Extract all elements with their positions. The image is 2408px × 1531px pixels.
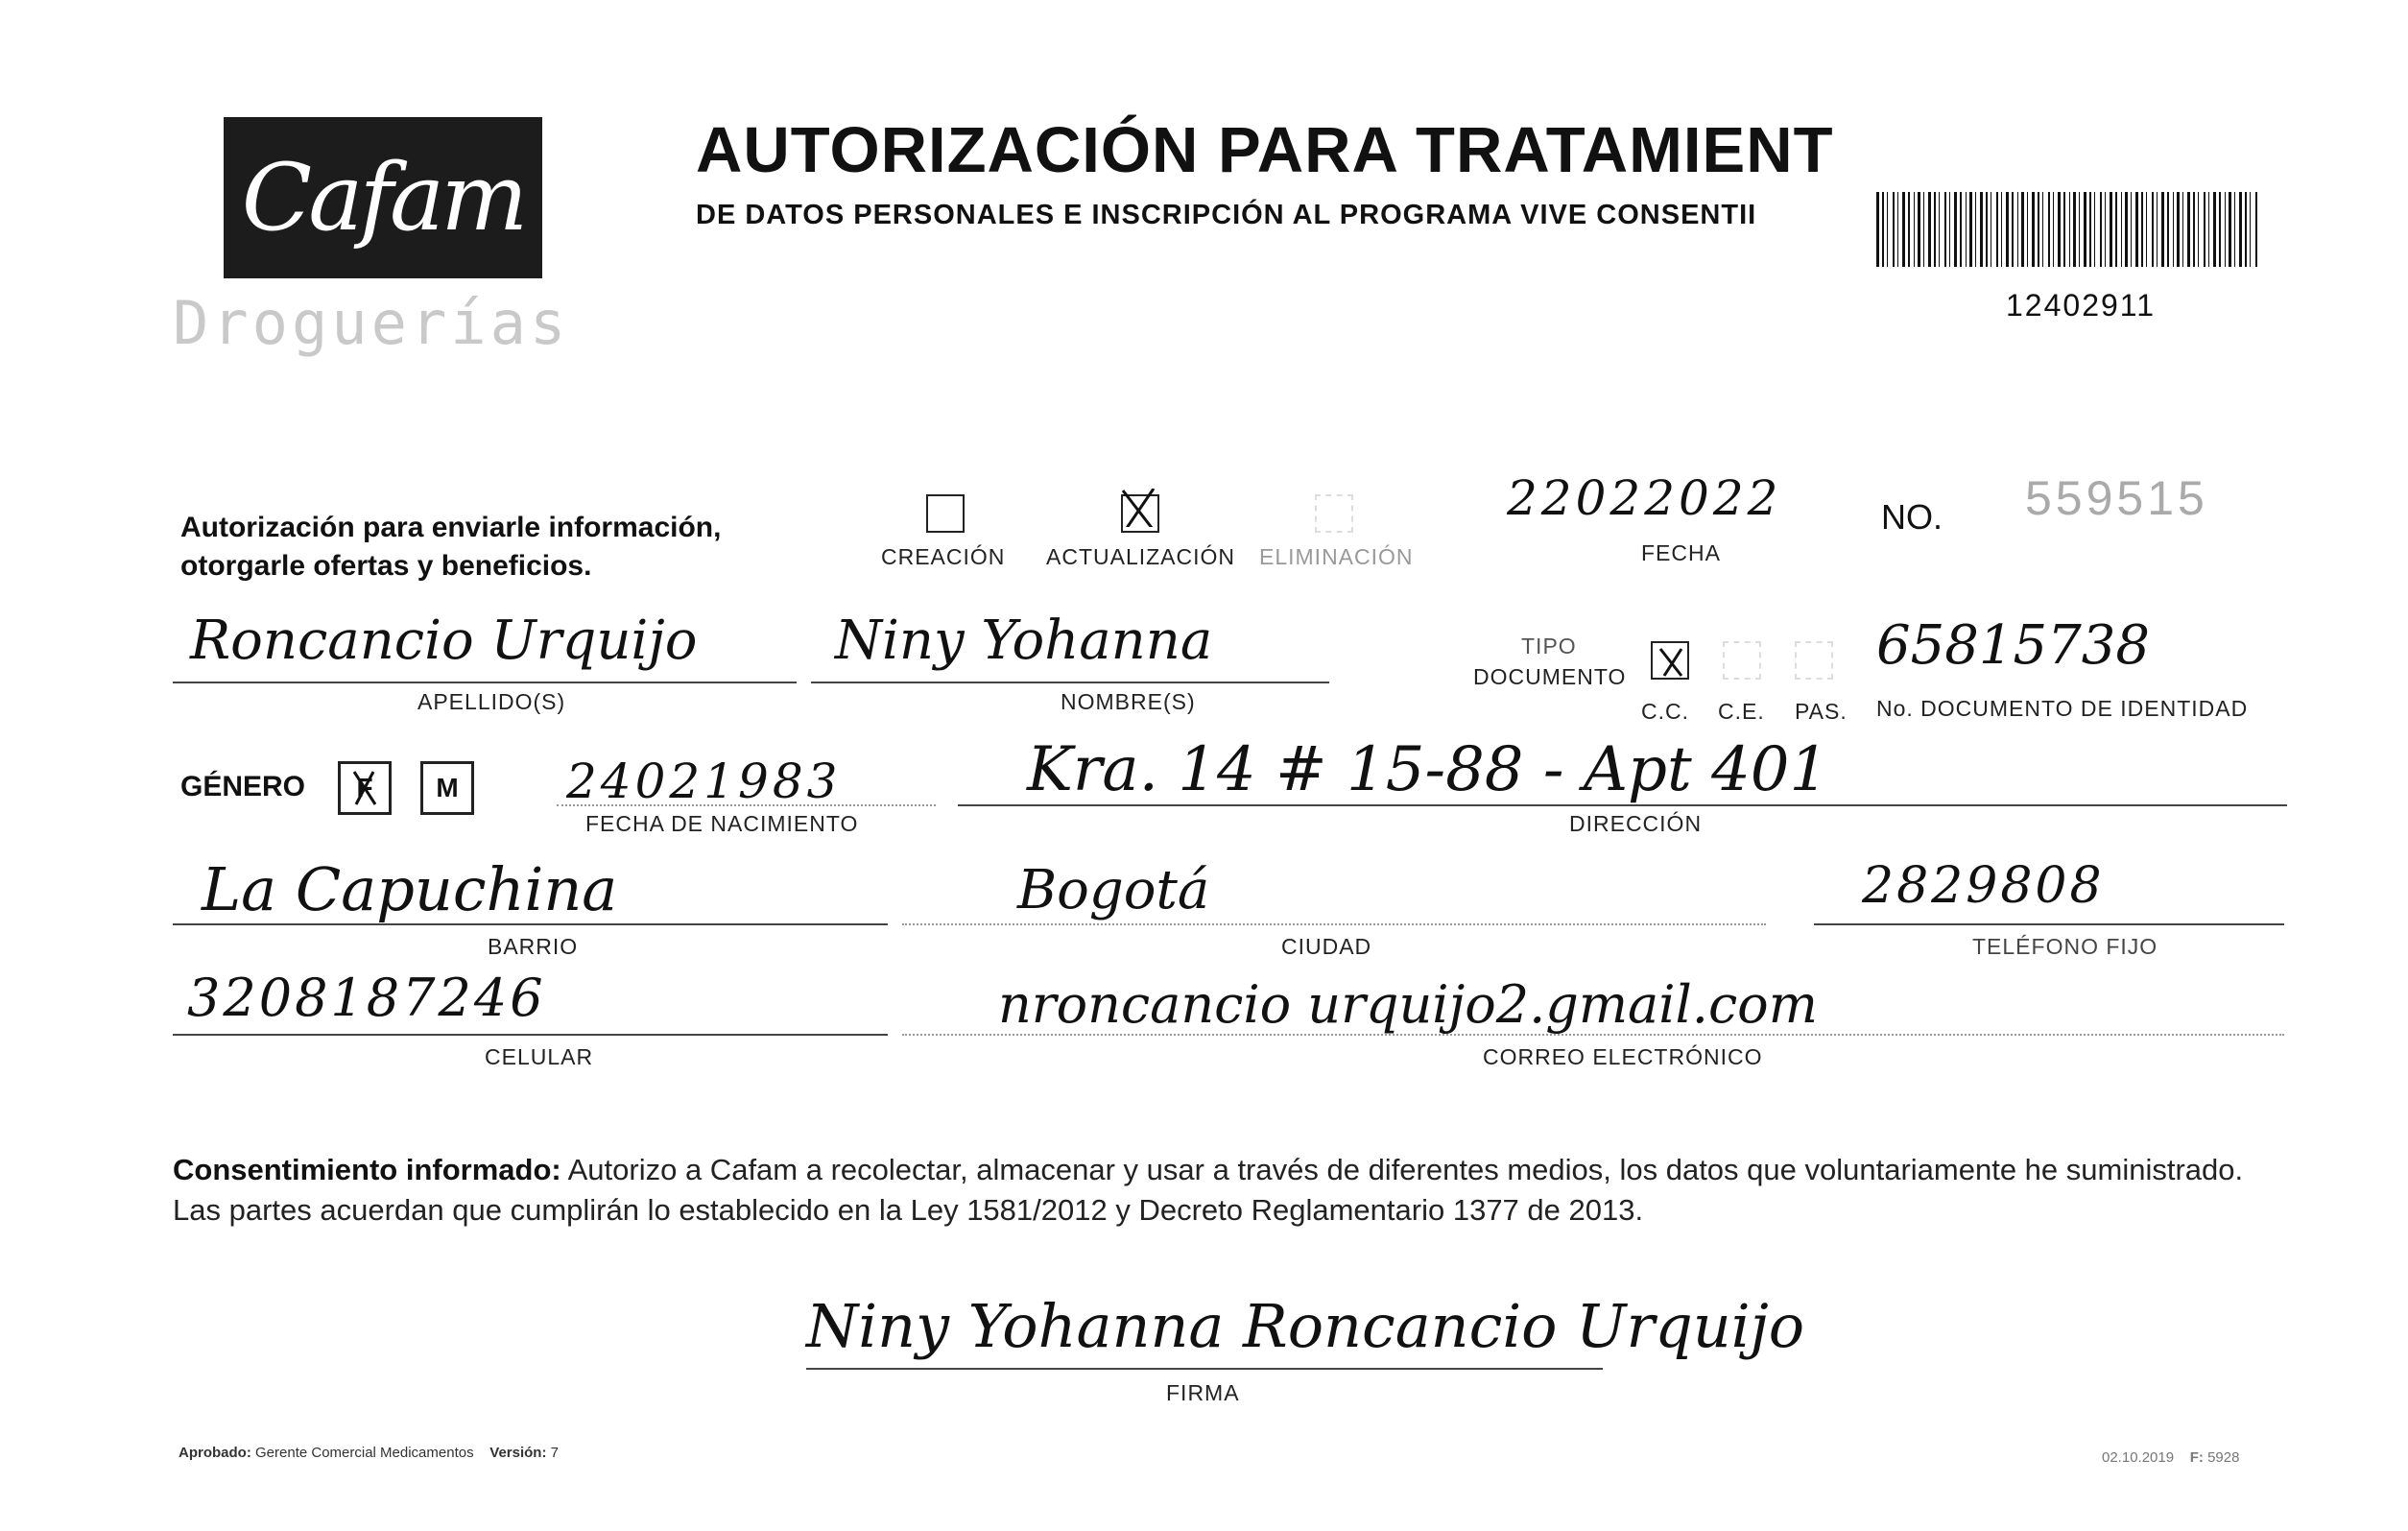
barcode-bar [2012, 192, 2014, 267]
correo-value: nroncancio urquijo2.gmail.com [998, 974, 1818, 1035]
footer-approved [179, 1445, 559, 1461]
ciudad-label: CIUDAD [1281, 934, 1372, 959]
correo-label: CORREO ELECTRÓNICO [1483, 1044, 1763, 1069]
barcode-bar [2245, 192, 2247, 267]
barcode-bar [1902, 192, 1905, 267]
direccion-value: Kra. 14 # 15-88 - Apt 401 [1027, 734, 1829, 805]
celular-line [173, 1034, 888, 1036]
barcode-bar [2021, 192, 2024, 267]
nacimiento-value: 24021983 [566, 754, 842, 809]
barcode-bar [1969, 192, 1972, 267]
barcode-bar [2177, 192, 2180, 267]
direccion-label: DIRECCIÓN [1569, 811, 1703, 836]
barcode-bar [2100, 192, 2102, 267]
barcode-bar [2250, 192, 2251, 267]
barcode-bar [2115, 192, 2117, 267]
direccion-line [958, 804, 2287, 806]
barcode-bar [1954, 192, 1957, 267]
no-label: NO. [1881, 497, 1943, 537]
barcode-number: 12402911 [2006, 288, 2156, 323]
check-mark-icon [1653, 643, 1691, 682]
barcode-bar [2094, 192, 2095, 267]
cc-label: C.C. [1641, 699, 1689, 724]
barcode-icon [1876, 192, 2260, 267]
ciudad-value: Bogotá [1017, 859, 1210, 921]
barcode-bar [2213, 192, 2216, 267]
creacion-checkbox[interactable] [926, 494, 965, 533]
barcode-bar [1914, 192, 1915, 267]
barcode-bar [1882, 192, 1884, 267]
barcode-bar [1897, 192, 1898, 267]
barcode-bar [2152, 192, 2154, 267]
barrio-value: La Capuchina [202, 854, 618, 924]
no-value: 559515 [2025, 471, 2208, 525]
barcode-bar [1934, 192, 1936, 267]
barcode-bar [2225, 192, 2226, 267]
signature-label: FIRMA [1166, 1380, 1240, 1405]
barcode-bar [1944, 192, 1946, 267]
ciudad-line [902, 923, 1766, 925]
barcode-bar [2053, 192, 2054, 267]
barcode-bar [2048, 192, 2050, 267]
barcode-bar [1876, 192, 1879, 267]
ce-checkbox[interactable] [1723, 641, 1761, 680]
check-mark-icon [341, 764, 389, 812]
nombres-label: NOMBRE(S) [1061, 689, 1196, 714]
tipo-label: TIPO [1521, 634, 1577, 658]
barcode-bar [2121, 192, 2122, 267]
barcode-bar [1939, 192, 1940, 267]
genero-f-label: F [356, 773, 373, 802]
footer-code-label: F: [2189, 1449, 2204, 1466]
barcode-bar [2089, 192, 2091, 267]
check-mark-icon [1119, 489, 1157, 527]
nacimiento-label: FECHA DE NACIMIENTO [585, 811, 859, 836]
barcode-bar [2161, 192, 2164, 267]
version-label: Versión: [489, 1445, 547, 1461]
form-subtitle: DE DATOS PERSONALES E INSCRIPCIÓN AL PROGRAMA VIVE CONSENTII [696, 200, 1757, 230]
nacimiento-line [557, 804, 936, 806]
telefono-value: 2829808 [1862, 857, 2105, 915]
telefono-label: TELÉFONO FIJO [1972, 934, 2158, 959]
celular-label: CELULAR [485, 1044, 594, 1069]
actualizacion-checkbox[interactable] [1121, 494, 1159, 533]
barcode-bar [1949, 192, 1950, 267]
barcode-bar [1980, 192, 1983, 267]
telefono-line [1814, 923, 2284, 925]
barcode-bar [2157, 192, 2158, 267]
barcode-bar [1918, 192, 1920, 267]
actualizacion-label: ACTUALIZACIÓN [1046, 544, 1236, 569]
barcode-bar [2167, 192, 2169, 267]
barcode-bar [2110, 192, 2112, 267]
barrio-line [173, 923, 888, 925]
barcode-bar [2146, 192, 2147, 267]
aprobado-value: Gerente Comercial Medicamentos [255, 1445, 474, 1461]
barcode-bar [2084, 192, 2086, 267]
fecha-label: FECHA [1641, 540, 1721, 565]
signature-value: Niny Yohanna Roncancio Urquijo [806, 1291, 1805, 1361]
barcode-bar [2032, 192, 2035, 267]
footer-date-code [2102, 1449, 2239, 1466]
genero-m-checkbox[interactable] [420, 761, 474, 815]
barcode-bar [2063, 192, 2065, 267]
cafam-logo [224, 117, 542, 278]
fecha-value: 22022022 [1507, 470, 1782, 526]
authorization-intro [180, 509, 833, 586]
barcode-bar [2219, 192, 2221, 267]
genero-f-checkbox[interactable] [338, 761, 392, 815]
barcode-bar [2017, 192, 2018, 267]
barcode-bar [2255, 192, 2257, 267]
correo-line [902, 1034, 2284, 1036]
barcode-bar [2058, 192, 2061, 267]
intro-line-1: Autorización para enviarle información, [180, 512, 722, 543]
barcode-bar [1960, 192, 1962, 267]
barcode-bar [1893, 192, 1895, 267]
intro-line-2: otorgarle ofertas y beneficios. [180, 550, 592, 582]
apellidos-line [173, 682, 797, 683]
pas-checkbox[interactable] [1795, 641, 1833, 680]
barcode-bar [2069, 192, 2070, 267]
barcode-bar [2173, 192, 2174, 267]
barcode-bar [1887, 192, 1888, 267]
aprobado-label: Aprobado: [179, 1445, 251, 1461]
barcode-bar [2042, 192, 2043, 267]
barcode-bar [2125, 192, 2128, 267]
cc-checkbox[interactable] [1651, 641, 1689, 680]
doc-number-label: No. DOCUMENTO DE IDENTIDAD [1876, 696, 2249, 721]
doc-number-value: 65815738 [1876, 614, 2151, 677]
form-title: AUTORIZACIÓN PARA TRATAMIENT [696, 114, 1834, 186]
barcode-bar [2027, 192, 2028, 267]
barcode-bar [2135, 192, 2138, 267]
barcode-bar [2239, 192, 2242, 267]
genero-m-label: M [436, 773, 459, 802]
consent-text: Autorizo a Cafam a recolectar, almacenar y usar a través de diferentes medios, los datos que voluntariamente he suministrado. Las partes acuerdan que cumplirán lo establecido en la Ley 1581/2012 y Decreto Reglamentario 1377 de 2013. [173, 1153, 2244, 1227]
barcode-bar [2198, 192, 2199, 267]
eliminacion-checkbox[interactable] [1315, 494, 1353, 533]
genero-label: GÉNERO [180, 771, 306, 802]
footer-date: 02.10.2019 [2102, 1449, 2175, 1466]
barcode-bar [2073, 192, 2076, 267]
pas-label: PAS. [1795, 699, 1848, 724]
ce-label: C.E. [1718, 699, 1765, 724]
barcode-bar [1975, 192, 1976, 267]
nombres-value: Niny Yohanna [835, 610, 1213, 672]
barcode-bar [2182, 192, 2183, 267]
barcode-bar [2038, 192, 2039, 267]
logo-subtitle: Droguerías [173, 288, 570, 358]
barcode-bar [2141, 192, 2143, 267]
barcode-bar [1908, 192, 1910, 267]
barcode-bar [2187, 192, 2190, 267]
footer-code-value: 5928 [2207, 1449, 2240, 1466]
barcode-bar [1923, 192, 1924, 267]
barcode-bar [2193, 192, 2195, 267]
signature-line [806, 1368, 1603, 1370]
consent-paragraph [173, 1150, 2284, 1231]
apellidos-label: APELLIDO(S) [417, 689, 566, 714]
barrio-label: BARRIO [488, 934, 579, 959]
barcode-bar [2079, 192, 2080, 267]
barcode-bar [1928, 192, 1931, 267]
barcode-bar [1986, 192, 1988, 267]
apellidos-value: Roncancio Urquijo [190, 610, 698, 672]
barcode-bar [2006, 192, 2009, 267]
barcode-bar [2234, 192, 2235, 267]
barcode-bar [2105, 192, 2106, 267]
logo-text: Cafam [241, 144, 525, 251]
barcode-bar [1996, 192, 1998, 267]
version-value: 7 [550, 1445, 559, 1461]
documento-label: DOCUMENTO [1473, 664, 1627, 689]
eliminacion-label: ELIMINACIÓN [1259, 544, 1414, 569]
barcode-bar [1966, 192, 1967, 267]
barcode-bar [2131, 192, 2132, 267]
barcode-bar [2229, 192, 2231, 267]
barcode-bar [2204, 192, 2205, 267]
nombres-line [811, 682, 1329, 683]
consent-heading: Consentimiento informado: [173, 1153, 561, 1186]
creacion-label: CREACIÓN [881, 544, 1006, 569]
celular-value: 3208187246 [187, 968, 546, 1028]
barcode-bar [2001, 192, 2002, 267]
barcode-bar [2208, 192, 2209, 267]
